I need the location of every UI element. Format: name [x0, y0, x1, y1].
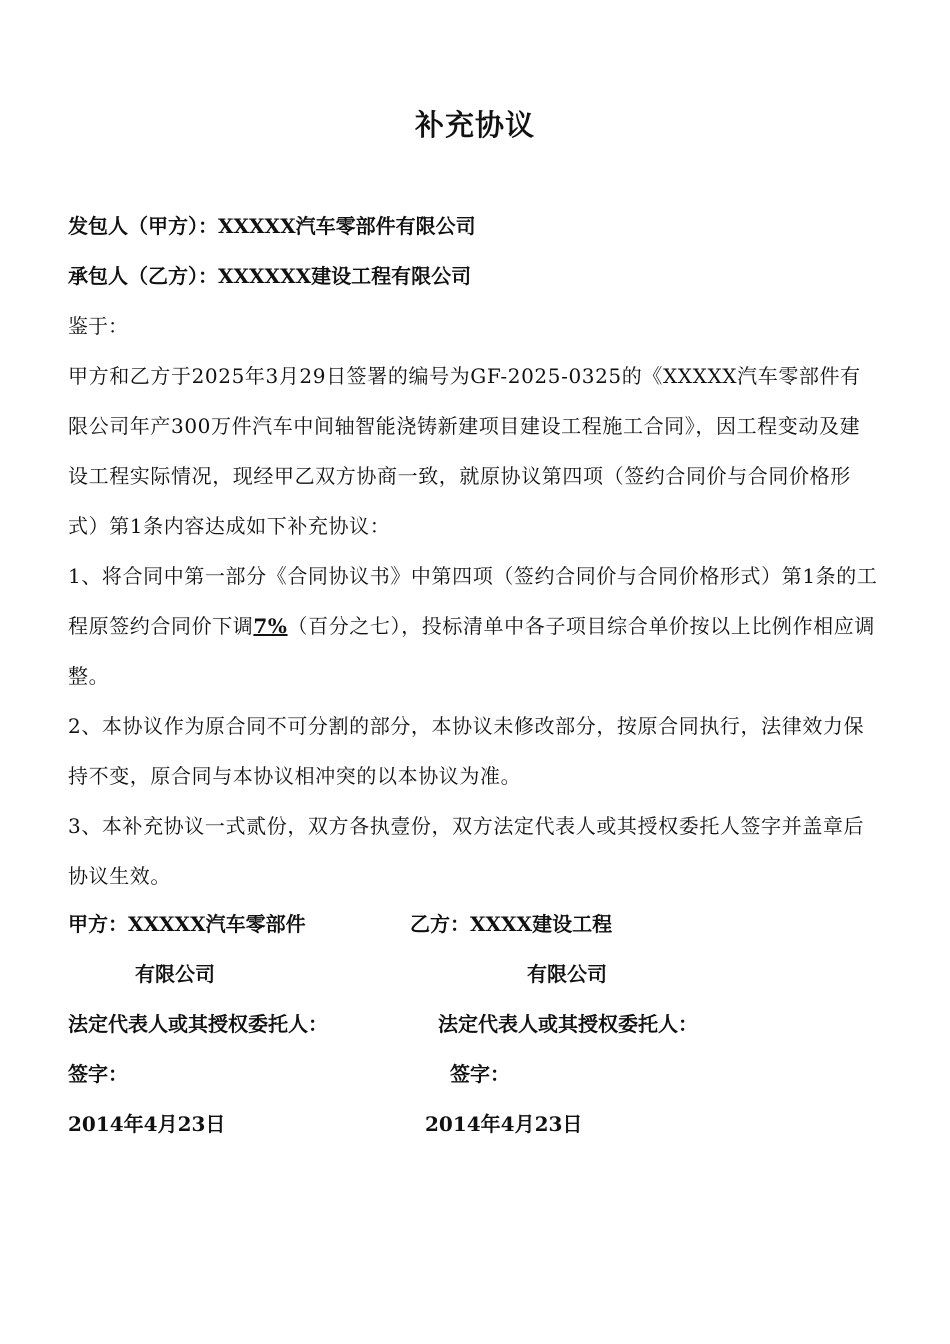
sig-right-party-line1: 乙方：XXXX建设工程 — [410, 912, 613, 936]
party-b-line: 承包人（乙方）：XXXXXX建设工程有限公司 — [68, 264, 472, 288]
intro-paragraph: 甲方和乙方于2025年3月29日签署的编号为GF-2025-0325的《XXXXX汽车零部件有限公司年产300万件汽车中间轴智能浇铸新建项目建设工程施工合同》，因工程变动及建设工程实际情况，现经甲乙双方协商一致，就原协议第四项（签约合同价与合同价格形式）第1条内容达成如下补充协议： — [68, 364, 861, 538]
party-a-line: 发包人（甲方）：XXXXX汽车零部件有限公司 — [68, 214, 476, 238]
clause-1 — [68, 551, 880, 701]
clause-1-text-pre: 1、将合同中第一部分《合同协议书》中第四项（签约合同价与合同价格形式）第1条的工程原签约合同价下调 — [68, 564, 878, 638]
sig-left-date: 2014年4月23日 — [68, 1112, 226, 1136]
clause-3: 3、本补充协议一式贰份，双方各执壹份，双方法定代表人或其授权委托人签字并盖章后协议生效。 — [68, 814, 865, 888]
document-title: 补充协议 — [414, 108, 535, 142]
sig-left-party-line2: 有限公司 — [135, 962, 215, 986]
clause-1-text-post: （百分之七），投标清单中各子项目综合单价按以上比例作相应调整。 — [68, 614, 875, 688]
sig-right-rep: 法定代表人或其授权委托人： — [438, 1012, 698, 1036]
clause-2: 2、本协议作为原合同不可分割的部分，本协议未修改部分，按原合同执行，法律效力保持不变，原合同与本协议相冲突的以本协议为准。 — [68, 714, 865, 788]
clause-1-rate: 7% — [253, 614, 288, 638]
sig-right-sign: 签字： — [450, 1062, 510, 1086]
sig-right-date: 2014年4月23日 — [425, 1112, 583, 1136]
sig-right-party-line2: 有限公司 — [527, 962, 607, 986]
agreement-body — [68, 351, 880, 901]
whereas-label: 鉴于： — [68, 314, 128, 338]
sig-left-party-line1: 甲方：XXXXX汽车零部件 — [68, 912, 306, 936]
sig-left-rep: 法定代表人或其授权委托人： — [68, 1012, 328, 1036]
sig-left-sign: 签字： — [68, 1062, 128, 1086]
